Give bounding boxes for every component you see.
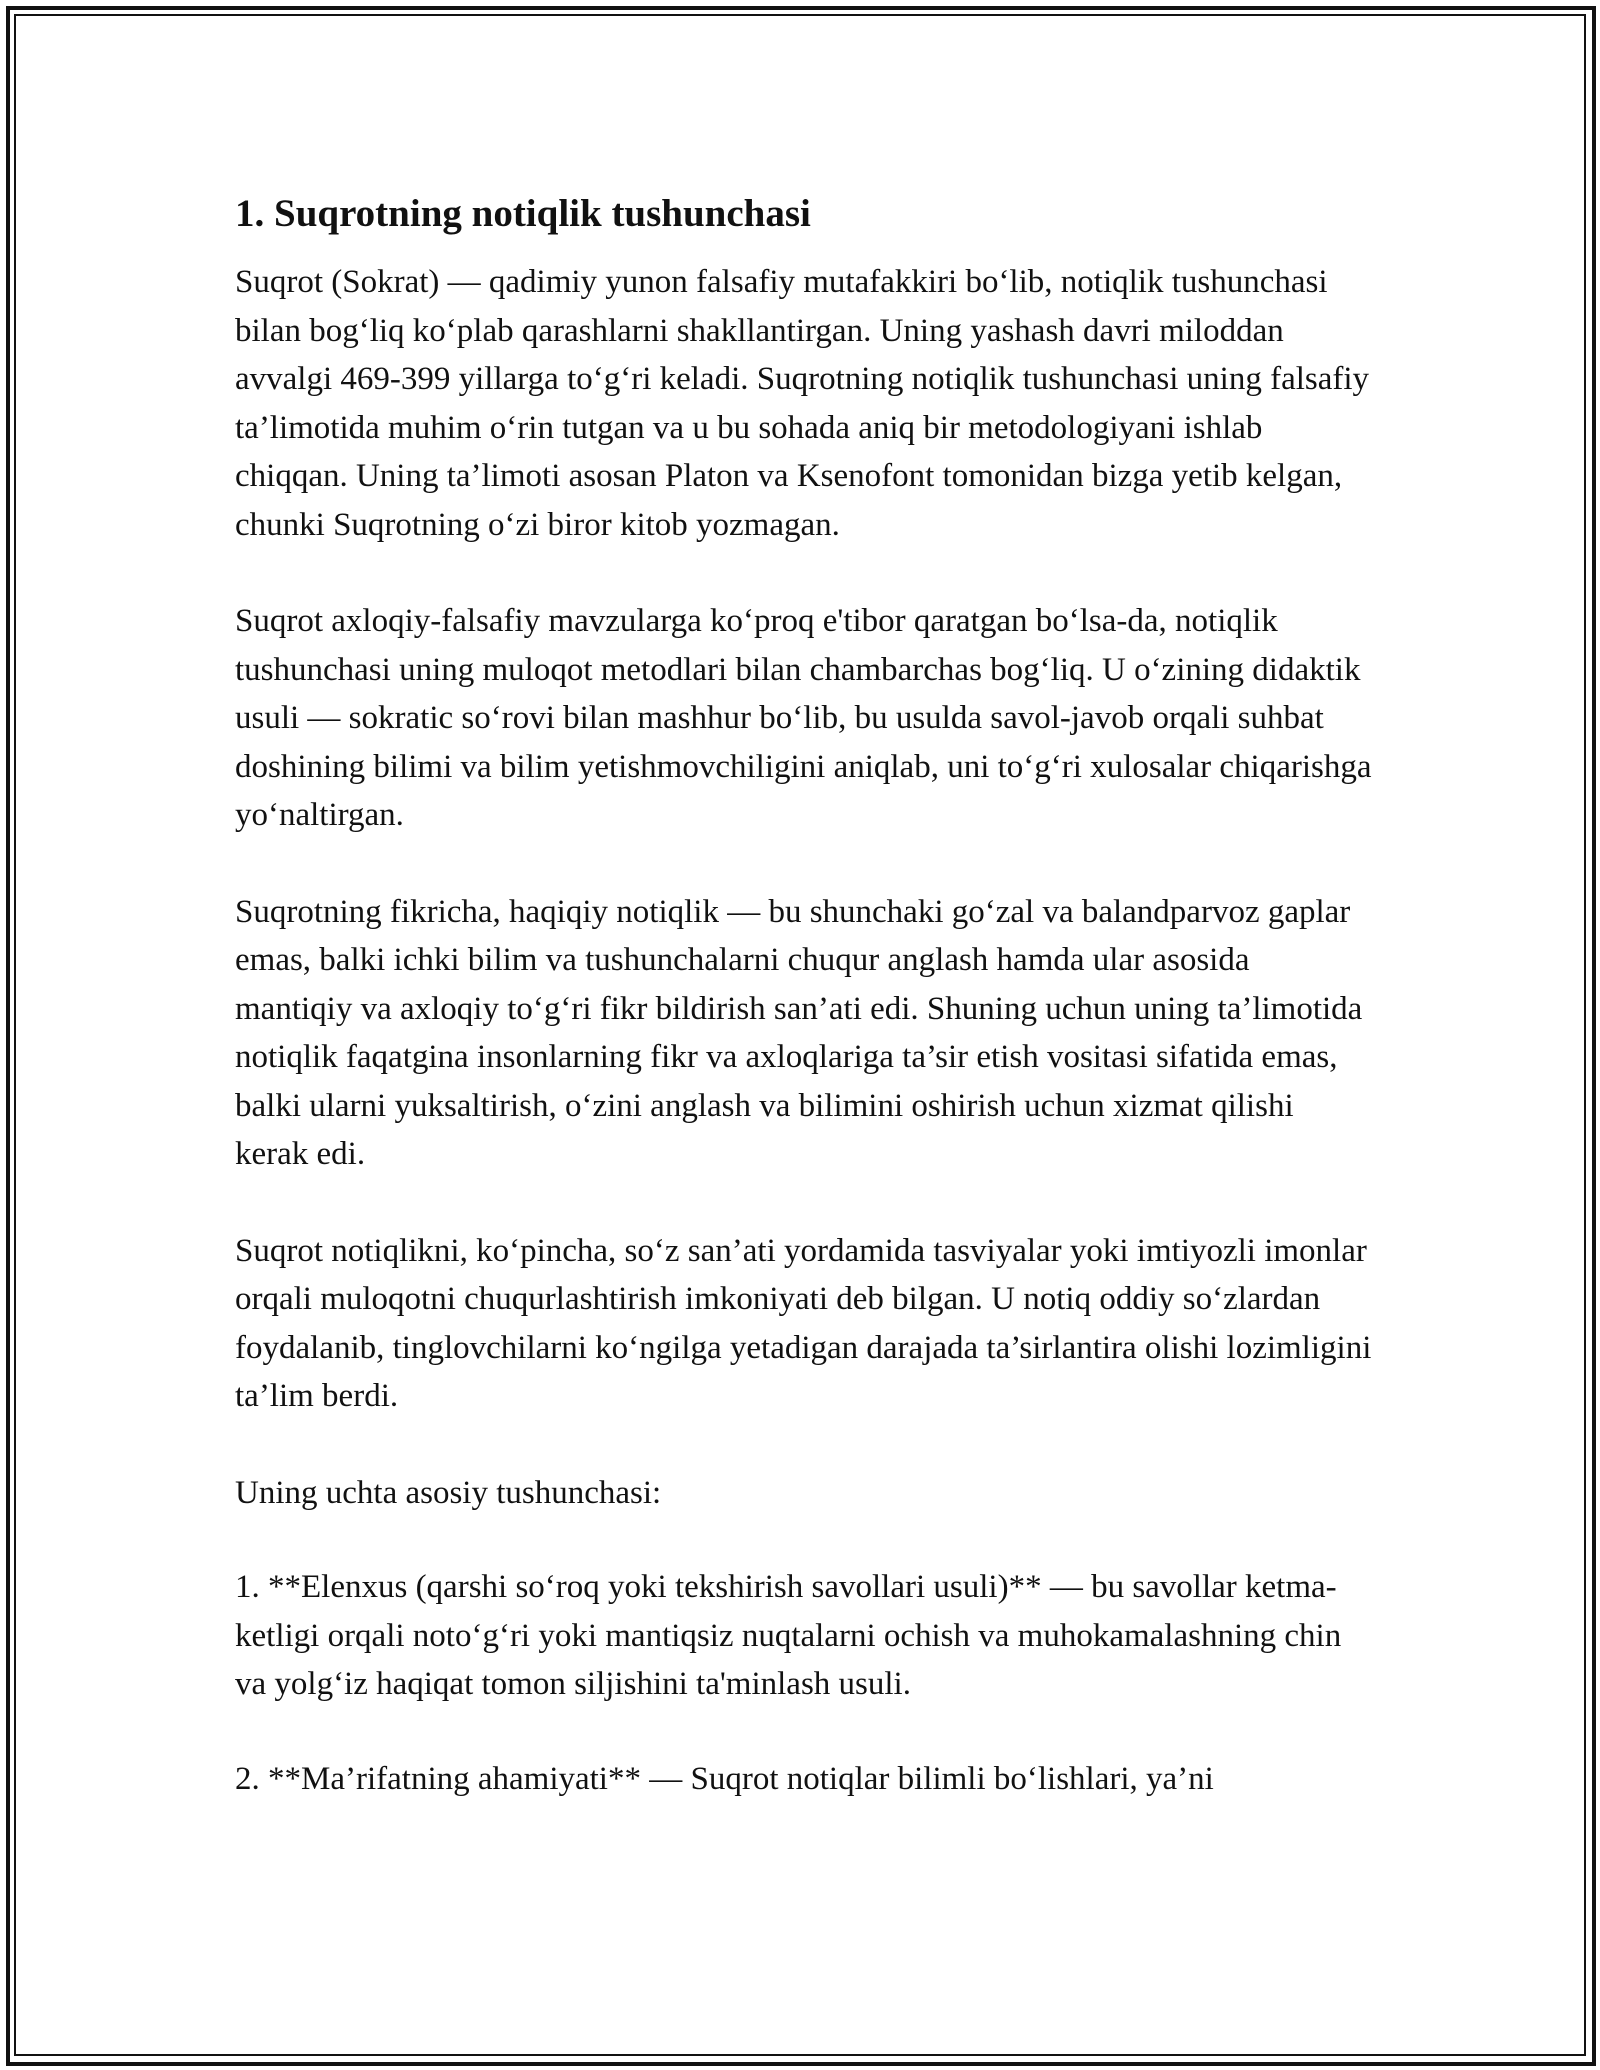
- paragraph-2: Suqrot axloqiy-falsafiy mavzularga ko‘proq e'tibor qaratgan bo‘lsa-da, notiqlik tushunchasi uning muloqot metodlari bilan chambarchas bog‘liq. U o‘zining didaktik usuli — sokratic so‘rovi bilan mashhur bo‘lib, bu usulda savol-javob orqali suhbat doshining bilimi va bilim yetishmovchiligini aniqlab, uni to‘g‘ri xulosalar chiqarishga yo‘naltirgan.: [235, 603, 1372, 833]
- list-item-2: 2. **Ma’rifatning ahamiyati** — Suqrot notiqlar bilimli bo‘lishlari, ya’ni: [235, 1760, 1214, 1797]
- paragraph-4: Suqrot notiqlikni, ko‘pincha, so‘z san’ati yordamida tasviyalar yoki imtiyozli imonlar orqali muloqotni chuqurlashtirish imkoniyati deb bilgan. U notiq oddiy so‘zlardan foydalanib, tinglovchilarni ko‘ngilga yetadigan darajada ta’sirlantira olishi lozimligini ta’lim berdi.: [235, 1232, 1372, 1414]
- list-intro: Uning uchta asosiy tushunchasi:: [235, 1474, 662, 1511]
- section-heading: 1. Suqrotning notiqlik tushunchasi: [235, 192, 811, 235]
- document-body: [235, 186, 1375, 1803]
- paragraph-1: Suqrot (Sokrat) — qadimiy yunon falsafiy mutafakkiri bo‘lib, notiqlik tushunchasi bilan bog‘liq ko‘plab qarashlarni shakllantirgan. Uning yashash davri miloddan avvalgi 469-399 yillarga to‘g‘ri keladi. Suqrotning notiqlik tushunchasi uning falsafiy ta’limotida muhim o‘rin tutgan va u bu sohada aniq bir metodologiyani ishlab chiqqan. Uning ta’limoti asosan Platon va Ksenofont tomonidan bizga yetib kelgan, chunki Suqrotning o‘zi biror kitob yozmagan.: [235, 264, 1370, 543]
- paragraph-3: Suqrotning fikricha, haqiqiy notiqlik — bu shunchaki go‘zal va balandparvoz gaplar emas, balki ichki bilim va tushunchalarni chuqur anglash hamda ular asosida mantiqiy va axloqiy to‘g‘ri fikr bildirish san’ati edi. Shuning uchun uning ta’limotida notiqlik faqatgina insonlarning fikr va axloqlariga ta’sir etish vositasi sifatida emas, balki ularni yuksaltirish, o‘zini anglash va bilimini oshirish uchun xizmat qilishi kerak edi.: [235, 893, 1363, 1172]
- list-item-1: 1. **Elenxus (qarshi so‘roq yoki tekshirish savollari usuli)** — bu savollar ketma-ketligi orqali noto‘g‘ri yoki mantiqsiz nuqtalarni ochish va muhokamalashning chin va yolg‘iz haqiqat tomon siljishini ta'minlash usuli.: [235, 1569, 1342, 1702]
